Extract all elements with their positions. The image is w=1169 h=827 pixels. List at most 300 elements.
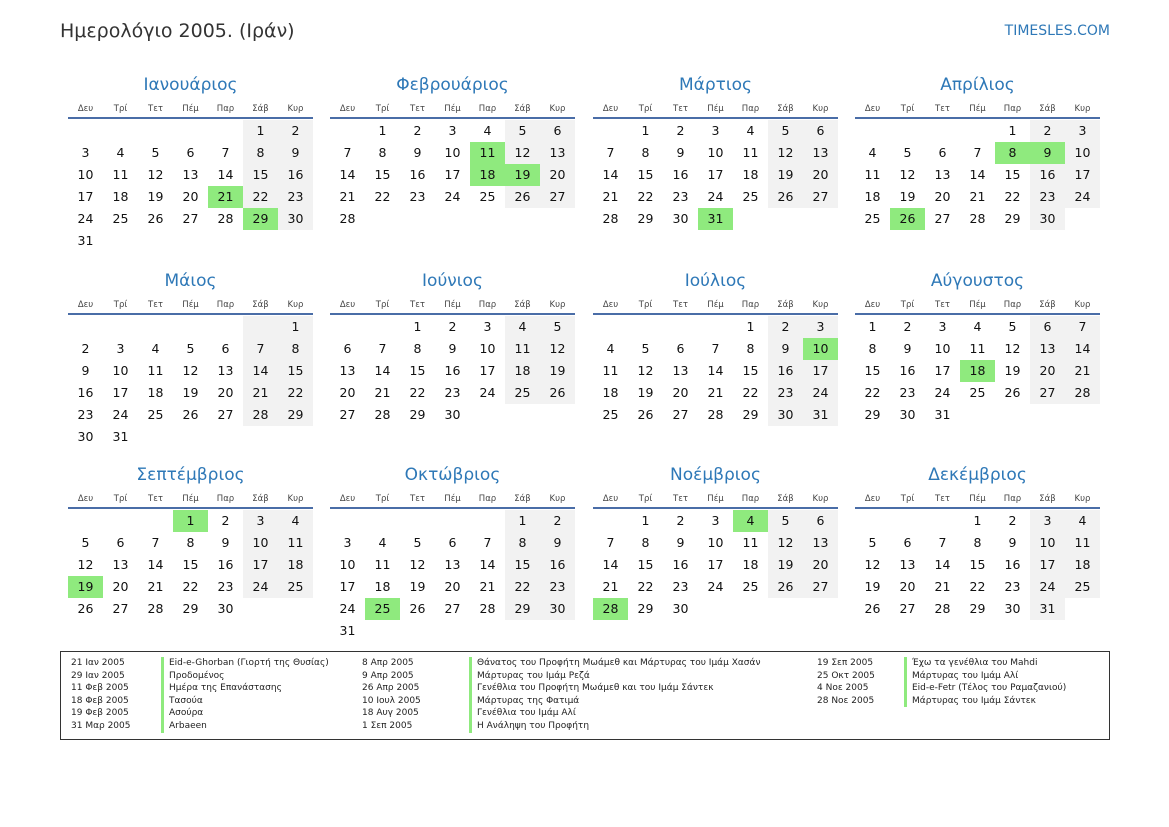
empty-day-cell	[330, 120, 365, 142]
empty-day-cell	[435, 208, 470, 230]
month-name: Νοέμβριος	[670, 465, 761, 485]
day-cell: 11	[470, 142, 505, 164]
holiday-date: 8 Απρ 2005	[362, 658, 414, 668]
day-cell: 5	[768, 120, 803, 142]
weekday-label: Πέμ	[707, 494, 724, 504]
day-cell: 2	[676, 123, 685, 138]
weekday-header	[855, 493, 1100, 509]
day-cell: 10	[77, 167, 94, 182]
day-cell: 8	[973, 535, 982, 550]
day-cell: 18	[505, 360, 540, 382]
day-cell: 14	[602, 167, 619, 182]
holiday-name: Προδομένος	[161, 670, 224, 683]
month-name: Μάρτιος	[678, 75, 753, 95]
day-cell: 9	[81, 363, 90, 378]
day-cell: 14	[374, 363, 391, 378]
day-cell: 28	[147, 601, 164, 616]
day-cell: 13	[803, 142, 838, 164]
day-cell: 20	[803, 554, 838, 576]
day-cell: 18	[147, 385, 164, 400]
day-cell: 20	[540, 164, 575, 186]
day-cell: 19	[864, 579, 881, 594]
empty-day-cell	[208, 230, 243, 252]
day-cell: 20	[444, 579, 461, 594]
day-cell: 18	[1065, 554, 1100, 576]
empty-day-cell	[103, 120, 138, 142]
weekday-label: Τετ	[673, 300, 688, 310]
month-name: Ιούλιος	[684, 271, 747, 291]
weekday-header	[68, 493, 313, 509]
day-cell: 19	[182, 385, 199, 400]
weekday-label: Τρί	[638, 300, 653, 310]
day-cell: 2	[676, 513, 685, 528]
day-cell: 18	[112, 189, 129, 204]
empty-day-cell	[365, 620, 400, 642]
empty-day-cell	[208, 316, 243, 338]
day-cell: 28	[339, 211, 356, 226]
day-cell: 10	[1030, 532, 1065, 554]
weekday-label: Παρ	[478, 300, 497, 310]
day-cell: 15	[182, 557, 199, 572]
day-cell: 1	[973, 513, 982, 528]
day-cell: 15	[637, 167, 654, 182]
weekday-label: Τετ	[410, 494, 425, 504]
day-cell: 8	[995, 142, 1030, 164]
empty-day-cell	[138, 510, 173, 532]
weekday-label: Σάβ	[252, 300, 269, 310]
empty-day-cell	[68, 510, 103, 532]
day-cell: 9	[278, 142, 313, 164]
day-cell: 25	[112, 211, 129, 226]
day-cell: 1	[641, 123, 650, 138]
weekday-label: Κυρ	[812, 104, 829, 114]
empty-day-cell	[243, 598, 278, 620]
weekday-label: Τετ	[148, 104, 163, 114]
day-cell: 16	[672, 167, 689, 182]
day-cell: 13	[899, 557, 916, 572]
empty-day-cell	[470, 620, 505, 642]
month-name: Μάιος	[164, 271, 217, 291]
empty-day-cell	[1030, 404, 1065, 426]
weekday-header	[855, 299, 1100, 315]
day-cell: 9	[540, 532, 575, 554]
site-link[interactable]: TIMESLES.COM	[1004, 23, 1110, 39]
weekday-label: Τρί	[113, 494, 128, 504]
weekday-header	[68, 103, 313, 119]
day-cell: 17	[803, 360, 838, 382]
weekday-label: Δευ	[864, 494, 881, 504]
day-cell: 25	[505, 382, 540, 404]
day-cell: 28	[707, 407, 724, 422]
weekday-label: Τετ	[935, 104, 950, 114]
day-cell: 8	[505, 532, 540, 554]
day-cell: 26	[768, 576, 803, 598]
day-cell: 24	[707, 579, 724, 594]
day-cell: 9	[676, 145, 685, 160]
day-cell: 6	[803, 120, 838, 142]
day-cell: 29	[182, 601, 199, 616]
weekday-label: Σάβ	[777, 494, 794, 504]
holiday-name: Μάρτυρας του Ιμάμ Αλί	[904, 670, 1018, 683]
day-cell: 5	[868, 535, 877, 550]
day-cell: 4	[606, 341, 615, 356]
weekday-label: Παρ	[741, 494, 760, 504]
day-cell: 28	[602, 211, 619, 226]
day-cell: 15	[969, 557, 986, 572]
day-cell: 4	[505, 316, 540, 338]
weekday-label: Πέμ	[182, 300, 199, 310]
day-cell: 7	[483, 535, 492, 550]
weekday-label: Πέμ	[182, 104, 199, 114]
empty-day-cell	[278, 230, 313, 252]
day-cell: 4	[1065, 510, 1100, 532]
day-cell: 16	[768, 360, 803, 382]
day-cell: 24	[444, 189, 461, 204]
day-cell: 14	[479, 557, 496, 572]
weekday-label: Σάβ	[514, 104, 531, 114]
weekday-label: Κυρ	[287, 300, 304, 310]
holiday-date: 4 Νοε 2005	[817, 683, 869, 694]
weekday-label: Πέμ	[444, 494, 461, 504]
day-cell: 20	[1030, 360, 1065, 382]
day-cell: 10	[707, 145, 724, 160]
day-cell: 23	[540, 576, 575, 598]
day-cell: 11	[505, 338, 540, 360]
day-cell: 20	[182, 189, 199, 204]
day-cell: 6	[938, 145, 947, 160]
day-cell: 15	[409, 363, 426, 378]
day-cell: 14	[969, 167, 986, 182]
holiday-date: 29 Ιαν 2005	[71, 670, 125, 681]
day-cell: 22	[182, 579, 199, 594]
day-cell: 5	[768, 510, 803, 532]
day-cell: 23	[444, 385, 461, 400]
day-cell: 4	[278, 510, 313, 532]
day-cell: 6	[186, 145, 195, 160]
weekday-label: Σάβ	[1039, 494, 1056, 504]
day-cell: 17	[444, 167, 461, 182]
day-cell: 1	[505, 510, 540, 532]
day-cell: 28	[934, 601, 951, 616]
day-cell: 30	[444, 407, 461, 422]
day-cell: 25	[602, 407, 619, 422]
day-cell: 21	[374, 385, 391, 400]
day-cell: 12	[147, 167, 164, 182]
day-cell: 4	[151, 341, 160, 356]
day-cell: 3	[243, 510, 278, 532]
day-cell: 27	[934, 211, 951, 226]
empty-day-cell	[540, 620, 575, 642]
weekday-label: Τρί	[900, 300, 915, 310]
day-cell: 6	[116, 535, 125, 550]
day-cell: 16	[1030, 164, 1065, 186]
day-cell: 21	[969, 189, 986, 204]
weekday-label: Κυρ	[549, 494, 566, 504]
empty-day-cell	[435, 620, 470, 642]
holiday-date: 19 Σεπ 2005	[817, 658, 874, 668]
day-cell: 9	[448, 341, 457, 356]
month-name: Οκτώβριος	[404, 465, 501, 485]
weekday-label: Κυρ	[1074, 104, 1091, 114]
weekday-label: Πέμ	[444, 104, 461, 114]
empty-day-cell	[733, 598, 768, 620]
empty-day-cell	[278, 598, 313, 620]
day-cell: 4	[746, 123, 755, 138]
day-cell: 25	[1065, 576, 1100, 598]
empty-day-cell	[173, 316, 208, 338]
day-cell: 14	[243, 360, 278, 382]
empty-day-cell	[435, 510, 470, 532]
day-cell: 11	[1065, 532, 1100, 554]
day-cell: 29	[278, 404, 313, 426]
day-cell: 3	[1065, 120, 1100, 142]
day-cell: 25	[742, 189, 759, 204]
holiday-name: Γενέθλια του Προφήτη Μωάμεθ και του Ιμάμ Σάντεκ	[469, 682, 714, 695]
weekday-label: Δευ	[339, 300, 356, 310]
day-cell: 23	[672, 579, 689, 594]
day-cell: 1	[1008, 123, 1017, 138]
day-cell: 24	[339, 601, 356, 616]
day-cell: 14	[707, 363, 724, 378]
empty-day-cell	[138, 230, 173, 252]
month-name: Απρίλιος	[940, 75, 1015, 95]
day-cell: 16	[77, 385, 94, 400]
day-cell: 8	[413, 341, 422, 356]
day-cell: 9	[903, 341, 912, 356]
empty-day-cell	[698, 598, 733, 620]
day-cell: 29	[505, 598, 540, 620]
empty-day-cell	[278, 426, 313, 448]
day-cell: 15	[1004, 167, 1021, 182]
day-cell: 9	[768, 338, 803, 360]
day-cell: 3	[711, 123, 720, 138]
day-cell: 13	[672, 363, 689, 378]
day-cell: 25	[147, 407, 164, 422]
day-cell: 24	[934, 385, 951, 400]
weekday-label: Παρ	[478, 104, 497, 114]
day-cell: 13	[217, 363, 234, 378]
empty-day-cell	[68, 316, 103, 338]
day-cell: 20	[899, 579, 916, 594]
day-cell: 26	[409, 601, 426, 616]
day-cell: 10	[1065, 142, 1100, 164]
empty-day-cell	[663, 316, 698, 338]
day-cell: 11	[969, 341, 986, 356]
day-cell: 13	[182, 167, 199, 182]
day-cell: 2	[540, 510, 575, 532]
day-cell: 1	[243, 120, 278, 142]
day-cell: 18	[470, 164, 505, 186]
day-cell: 14	[339, 167, 356, 182]
holiday-date: 19 Φεβ 2005	[71, 708, 129, 719]
day-cell: 24	[112, 407, 129, 422]
weekday-label: Δευ	[77, 104, 94, 114]
day-cell: 24	[479, 385, 496, 400]
day-cell: 21	[243, 382, 278, 404]
empty-day-cell	[505, 620, 540, 642]
day-cell: 2	[278, 120, 313, 142]
day-cell: 5	[505, 120, 540, 142]
day-cell: 17	[243, 554, 278, 576]
day-cell: 27	[444, 601, 461, 616]
holiday-name: Μάρτυρας της Φατιμά	[469, 695, 579, 708]
day-cell: 22	[243, 186, 278, 208]
day-cell: 17	[707, 167, 724, 182]
month-calendar	[68, 74, 313, 252]
day-cell: 3	[803, 316, 838, 338]
empty-day-cell	[470, 208, 505, 230]
day-cell: 22	[637, 189, 654, 204]
day-cell: 29	[409, 407, 426, 422]
day-cell: 8	[641, 145, 650, 160]
day-cell: 29	[969, 601, 986, 616]
day-cell: 18	[864, 189, 881, 204]
day-cell: 8	[243, 142, 278, 164]
day-cell: 15	[505, 554, 540, 576]
weekday-label: Σάβ	[777, 104, 794, 114]
day-cell: 12	[505, 142, 540, 164]
day-cell: 30	[672, 211, 689, 226]
empty-day-cell	[173, 120, 208, 142]
day-cell: 31	[112, 429, 129, 444]
weekday-label: Τρί	[900, 494, 915, 504]
holiday-date: 28 Νοε 2005	[817, 695, 875, 706]
weekday-label: Τρί	[375, 494, 390, 504]
day-cell: 2	[413, 123, 422, 138]
day-cell: 28	[374, 407, 391, 422]
weekday-label: Παρ	[741, 104, 760, 114]
day-cell: 9	[413, 145, 422, 160]
weekday-label: Παρ	[216, 494, 235, 504]
day-cell: 3	[116, 341, 125, 356]
day-cell: 19	[540, 360, 575, 382]
day-cell: 12	[1004, 341, 1021, 356]
month-calendar	[330, 464, 575, 642]
months-grid	[68, 74, 1102, 644]
day-cell: 4	[116, 145, 125, 160]
holiday-date: 21 Ιαν 2005	[71, 658, 125, 668]
day-cell: 21	[147, 579, 164, 594]
empty-day-cell	[628, 316, 663, 338]
holiday-name: Μάρτυρας του Ιμάμ Ρεζά	[469, 670, 590, 683]
day-cell: 5	[81, 535, 90, 550]
empty-day-cell	[698, 316, 733, 338]
day-cell: 24	[1030, 576, 1065, 598]
weekday-label: Δευ	[864, 300, 881, 310]
day-grid	[593, 510, 838, 620]
day-cell: 14	[217, 167, 234, 182]
weekday-label: Τρί	[113, 300, 128, 310]
weekday-label: Δευ	[602, 494, 619, 504]
weekday-label: Σάβ	[1039, 104, 1056, 114]
day-grid	[855, 120, 1100, 230]
day-cell: 26	[77, 601, 94, 616]
empty-day-cell	[400, 620, 435, 642]
day-grid	[855, 510, 1100, 620]
empty-day-cell	[505, 404, 540, 426]
day-grid	[68, 316, 313, 448]
day-cell: 6	[221, 341, 230, 356]
day-cell: 2	[81, 341, 90, 356]
day-cell: 11	[374, 557, 391, 572]
day-cell: 31	[803, 404, 838, 426]
day-cell: 22	[409, 385, 426, 400]
weekday-label: Τετ	[148, 300, 163, 310]
weekday-header	[593, 103, 838, 119]
weekday-label: Κυρ	[549, 104, 566, 114]
empty-day-cell	[1065, 598, 1100, 620]
day-cell: 27	[540, 186, 575, 208]
day-cell: 23	[899, 385, 916, 400]
day-cell: 3	[938, 319, 947, 334]
month-calendar	[855, 464, 1100, 620]
day-cell: 25	[742, 579, 759, 594]
day-cell: 20	[672, 385, 689, 400]
day-cell: 12	[637, 363, 654, 378]
empty-day-cell	[173, 426, 208, 448]
day-cell: 14	[147, 557, 164, 572]
month-calendar	[855, 270, 1100, 426]
day-cell: 22	[742, 385, 759, 400]
day-cell: 9	[676, 535, 685, 550]
day-cell: 26	[182, 407, 199, 422]
day-cell: 19	[505, 164, 540, 186]
day-cell: 8	[868, 341, 877, 356]
day-cell: 20	[339, 385, 356, 400]
weekday-label: Παρ	[741, 300, 760, 310]
empty-day-cell	[960, 404, 995, 426]
day-cell: 19	[147, 189, 164, 204]
day-cell: 17	[1065, 164, 1100, 186]
day-cell: 7	[243, 338, 278, 360]
weekday-header	[68, 299, 313, 315]
day-cell: 16	[1004, 557, 1021, 572]
day-grid	[330, 316, 575, 426]
day-cell: 5	[413, 535, 422, 550]
month-name: Αύγουστος	[930, 271, 1025, 291]
day-grid	[330, 510, 575, 642]
day-cell: 26	[637, 407, 654, 422]
day-cell: 15	[637, 557, 654, 572]
day-cell: 14	[934, 557, 951, 572]
day-cell: 30	[899, 407, 916, 422]
empty-day-cell	[470, 510, 505, 532]
weekday-label: Δευ	[602, 104, 619, 114]
day-cell: 25	[365, 598, 400, 620]
day-cell: 5	[540, 316, 575, 338]
day-cell: 11	[742, 145, 759, 160]
weekday-header	[593, 493, 838, 509]
day-cell: 10	[803, 338, 838, 360]
month-calendar	[68, 270, 313, 448]
day-cell: 11	[742, 535, 759, 550]
empty-day-cell	[365, 208, 400, 230]
day-cell: 31	[339, 623, 356, 638]
day-cell: 18	[742, 167, 759, 182]
holiday-date: 18 Αυγ 2005	[362, 708, 419, 719]
day-cell: 23	[1030, 186, 1065, 208]
day-cell: 26	[864, 601, 881, 616]
weekday-label: Σάβ	[252, 494, 269, 504]
day-cell: 15	[864, 363, 881, 378]
holiday-date: 11 Φεβ 2005	[71, 683, 129, 694]
day-cell: 13	[112, 557, 129, 572]
month-name: Δεκέμβριος	[928, 465, 1027, 485]
weekday-label: Τρί	[375, 104, 390, 114]
weekday-label: Παρ	[1003, 104, 1022, 114]
day-cell: 10	[479, 341, 496, 356]
day-cell: 24	[243, 576, 278, 598]
